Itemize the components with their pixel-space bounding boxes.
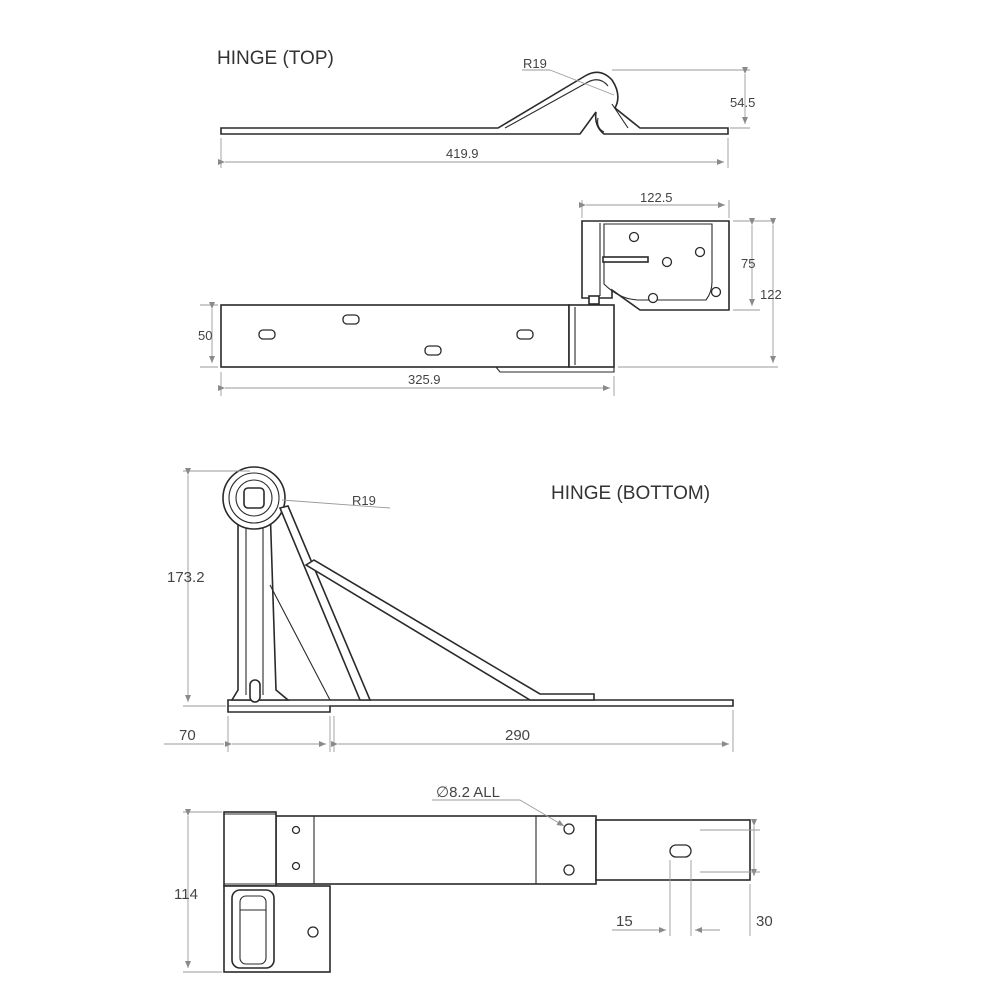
dim-plate-width: 122.5	[640, 190, 673, 205]
hinge-top-plan-view	[198, 190, 782, 396]
dim-height-bottom: 173.2	[167, 569, 205, 586]
arm-slot	[425, 346, 441, 355]
arm-hole	[564, 865, 574, 875]
arm-hole	[293, 827, 300, 834]
arm-slot	[259, 330, 275, 339]
plate-hole	[712, 288, 721, 297]
arm-hole	[293, 863, 300, 870]
arm-slot	[517, 330, 533, 339]
arm-hole	[564, 824, 574, 834]
dim-arm-length: 325.9	[408, 372, 441, 387]
plate-hole	[649, 294, 658, 303]
hinge-bottom-side-view	[164, 467, 733, 752]
arm-slot	[343, 315, 359, 324]
dim-slot-offset: 15	[616, 913, 633, 930]
dim-hole-span: 75	[741, 256, 756, 271]
plate-hole	[663, 258, 672, 267]
arm-slot	[670, 845, 691, 857]
dim-height-top: 54.5	[730, 95, 756, 110]
hinge-top-side-view	[221, 56, 755, 168]
plate-hole	[696, 248, 705, 257]
dim-hole-diameter: ∅8.2 ALL	[436, 784, 500, 801]
title-hinge-top: HINGE (TOP)	[217, 48, 334, 69]
plate-hole	[308, 927, 318, 937]
dim-radius-top: R19	[523, 56, 547, 71]
dim-arm-width: 50	[198, 328, 213, 343]
plate-hole	[630, 233, 639, 242]
dim-width-bottom: 114	[174, 886, 198, 903]
dim-right-length: 290	[505, 727, 531, 744]
dim-length-top: 419.9	[446, 146, 479, 161]
title-hinge-bottom: HINGE (BOTTOM)	[551, 483, 711, 504]
dim-end-offset: 30	[756, 913, 773, 930]
dim-plate-height: 122	[760, 287, 782, 302]
dim-left-length: 70	[179, 727, 196, 744]
dim-radius-bottom: R19	[352, 493, 376, 508]
hinge-bottom-plan-view	[174, 784, 773, 972]
